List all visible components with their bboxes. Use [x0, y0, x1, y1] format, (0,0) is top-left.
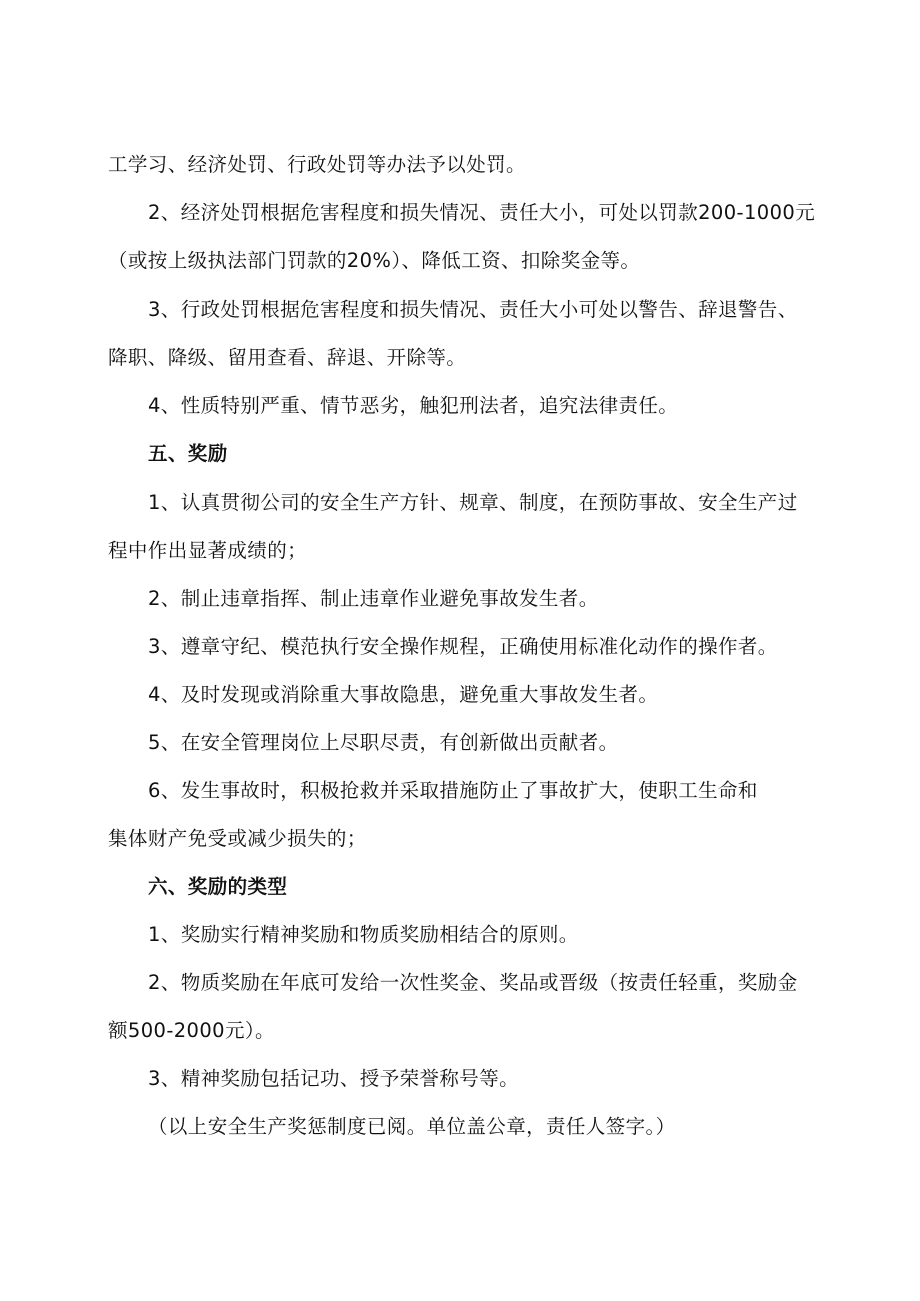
section-heading: 五、奖励	[148, 442, 228, 465]
section-heading: 六、奖励的类型	[148, 875, 288, 898]
paragraph-line: 3、遵章守纪、模范执行安全操作规程，正确使用标准化动作的操作者。	[148, 635, 778, 658]
paragraph-line: 集体财产免受或减少损失的；	[108, 827, 367, 850]
paragraph-line: 工学习、经济处罚、行政处罚等办法予以处罚。	[108, 153, 526, 176]
paragraph-line: 5、在安全管理岗位上尽职尽责，有创新做出贡献者。	[148, 731, 619, 754]
closing-note: （以上安全生产奖惩制度已阅。单位盖公章，责任人签字。）	[148, 1115, 676, 1138]
paragraph-line: 额500-2000元）。	[108, 1019, 275, 1042]
paragraph-line: 6、发生事故时，积极抢救并采取措施防止了事故扩大，使职工生命和	[148, 779, 758, 802]
paragraph-line: 3、行政处罚根据危害程度和损失情况、责任大小可处以警告、辞退警告、	[148, 298, 798, 321]
paragraph-line: 2、物质奖励在年底可发给一次性奖金、奖品或晋级（按责任轻重，奖励金	[148, 971, 798, 994]
paragraph-line: 1、奖励实行精神奖励和物质奖励相结合的原则。	[148, 923, 579, 946]
paragraph-line: 4、性质特别严重、情节恶劣，触犯刑法者，追究法律责任。	[148, 394, 679, 417]
paragraph-line: 2、制止违章指挥、制止违章作业避免事故发生者。	[148, 587, 599, 610]
paragraph-line: 2、经济处罚根据危害程度和损失情况、责任大小，可处以罚款200-1000元	[148, 201, 816, 224]
paragraph-line: 3、精神奖励包括记功、授予荣誉称号等。	[148, 1067, 520, 1090]
paragraph-line: 4、及时发现或消除重大事故隐患，避免重大事故发生者。	[148, 683, 659, 706]
paragraph-line: 降职、降级、留用查看、辞退、开除等。	[108, 346, 467, 369]
paragraph-line: （或按上级执法部门罚款的20%）、降低工资、扣除奖金等。	[108, 249, 641, 272]
paragraph-line: 程中作出显著成绩的；	[108, 539, 308, 562]
paragraph-line: 1、认真贯彻公司的安全生产方针、规章、制度，在预防事故、安全生产过	[148, 491, 798, 514]
